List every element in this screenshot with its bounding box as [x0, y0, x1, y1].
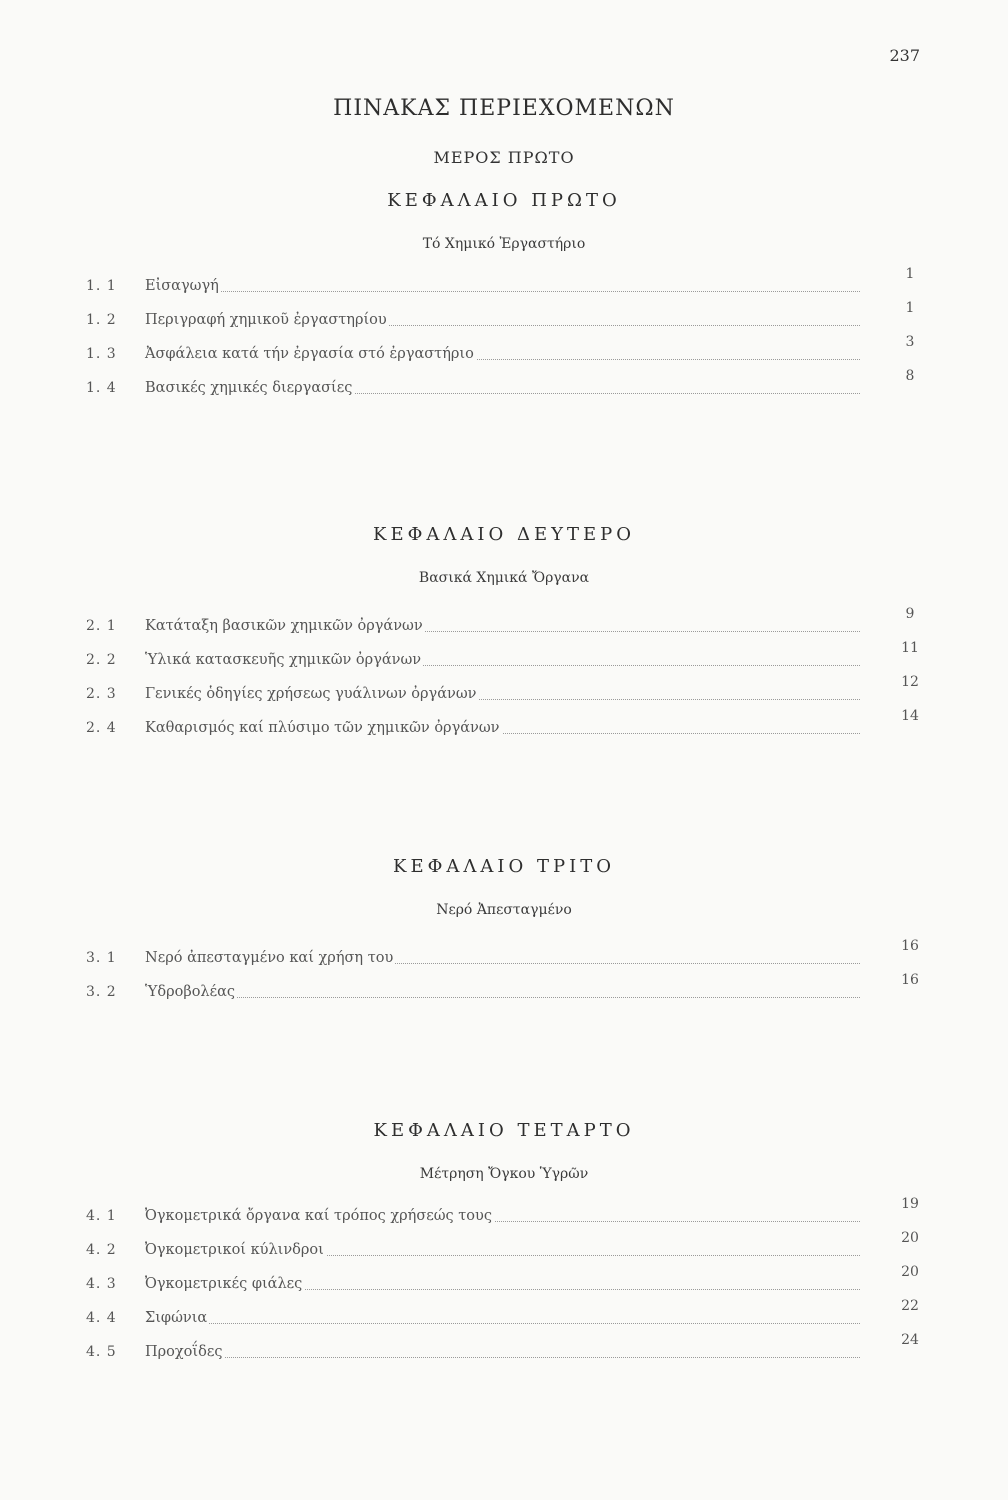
dot-leader [145, 291, 860, 292]
entry-title: Νερό ἀπεσταγμένο καί χρήση του [145, 950, 394, 966]
entry-number: 2. 4 [86, 720, 117, 736]
toc-entry[interactable] [0, 972, 1008, 1008]
chapter-title: ΚΕΦΑΛΑΙΟ ΤΡΙΤΟ [393, 856, 615, 877]
entry-title: Εἰσαγωγή [145, 278, 219, 294]
entry-title: Καθαρισμός καί πλύσιμο τῶν χημικῶν ὀργάνων [145, 720, 500, 736]
toc-entry[interactable] [0, 1332, 1008, 1368]
entry-title: Περιγραφή χημικοῦ ἐργαστηρίου [145, 312, 387, 328]
entry-page: 16 [901, 972, 919, 988]
entry-page: 19 [901, 1196, 919, 1212]
toc-entry[interactable] [0, 938, 1008, 974]
entry-number: 2. 3 [86, 686, 117, 702]
entry-page: 20 [901, 1230, 919, 1246]
toc-entry[interactable] [0, 708, 1008, 744]
toc-entry[interactable] [0, 1196, 1008, 1232]
page-number: 237 [889, 46, 920, 65]
entry-page: 11 [901, 640, 919, 656]
entry-number: 1. 3 [86, 346, 117, 362]
toc-entry[interactable] [0, 606, 1008, 642]
entry-page: 20 [901, 1264, 919, 1280]
entry-title: Ὀγκομετρικά ὄργανα καί τρόπος χρήσεώς τους [145, 1208, 492, 1224]
chapter-title: ΚΕΦΑΛΑΙΟ ΠΡΩΤΟ [387, 190, 621, 211]
entry-number: 4. 2 [86, 1242, 117, 1258]
entry-number: 1. 1 [86, 278, 117, 294]
entry-number: 4. 5 [86, 1344, 117, 1360]
entry-number: 4. 4 [86, 1310, 117, 1326]
toc-entry[interactable] [0, 1230, 1008, 1266]
toc-entry[interactable] [0, 1298, 1008, 1334]
entry-page: 8 [905, 368, 915, 384]
entry-title: Γενικές ὁδηγίες χρήσεως γυάλινων ὀργάνων [145, 686, 477, 702]
entry-number: 4. 1 [86, 1208, 117, 1224]
chapter-subtitle: Βασικά Χημικά Ὄργανα [418, 570, 590, 586]
entry-page: 3 [905, 334, 915, 350]
chapter-subtitle: Νερό Ἀπεσταγμένο [436, 902, 572, 918]
toc-entry[interactable] [0, 334, 1008, 370]
entry-number: 2. 2 [86, 652, 117, 668]
entry-number: 1. 2 [86, 312, 117, 328]
toc-entry[interactable] [0, 300, 1008, 336]
entry-title: Ὀγκομετρικές φιάλες [145, 1276, 303, 1292]
entry-number: 2. 1 [86, 618, 117, 634]
toc-entry[interactable] [0, 368, 1008, 404]
entry-number: 4. 3 [86, 1276, 117, 1292]
entry-page: 9 [905, 606, 915, 622]
chapter-subtitle: Μέτρηση Ὄγκου Ὑγρῶν [419, 1166, 589, 1182]
entry-page: 14 [901, 708, 919, 724]
entry-title: Ὑδροβολέας [145, 984, 236, 1000]
page-title: ΠΙΝΑΚΑΣ ΠΕΡΙΕΧΟΜΕΝΩΝ [333, 96, 675, 121]
entry-number: 1. 4 [86, 380, 117, 396]
entry-page: 1 [905, 266, 915, 282]
dot-leader [145, 997, 860, 998]
dot-leader [145, 1357, 860, 1358]
entry-page: 16 [901, 938, 919, 954]
toc-entry[interactable] [0, 640, 1008, 676]
entry-number: 3. 2 [86, 984, 117, 1000]
entry-title: Βασικές χημικές διεργασίες [145, 380, 353, 396]
entry-title: Προχοΐδες [145, 1344, 223, 1360]
entry-title: Ὑλικά κατασκευῆς χημικῶν ὀργάνων [145, 652, 422, 668]
entry-number: 3. 1 [86, 950, 117, 966]
entry-title: Ὀγκομετρικοί κύλινδροι [145, 1242, 324, 1258]
dot-leader [145, 1323, 860, 1324]
toc-entry[interactable] [0, 266, 1008, 302]
toc-entry[interactable] [0, 674, 1008, 710]
entry-page: 1 [905, 300, 915, 316]
entry-title: Σιφώνια [145, 1310, 208, 1326]
entry-page: 22 [901, 1298, 919, 1314]
chapter-title: ΚΕΦΑΛΑΙΟ ΔΕΥΤΕΡΟ [373, 524, 635, 545]
entry-page: 12 [901, 674, 919, 690]
toc-entry[interactable] [0, 1264, 1008, 1300]
entry-title: Ἀσφάλεια κατά τήν ἐργασία στό ἐργαστήριο [145, 346, 474, 362]
part-title: ΜΕΡΟΣ ΠΡΩΤΟ [433, 148, 575, 167]
entry-page: 24 [901, 1332, 919, 1348]
chapter-title: ΚΕΦΑΛΑΙΟ ΤΕΤΑΡΤΟ [373, 1120, 635, 1141]
chapter-subtitle: Τό Χημικό Ἐργαστήριο [422, 236, 586, 252]
entry-title: Κατάταξη βασικῶν χημικῶν ὀργάνων [145, 618, 423, 634]
